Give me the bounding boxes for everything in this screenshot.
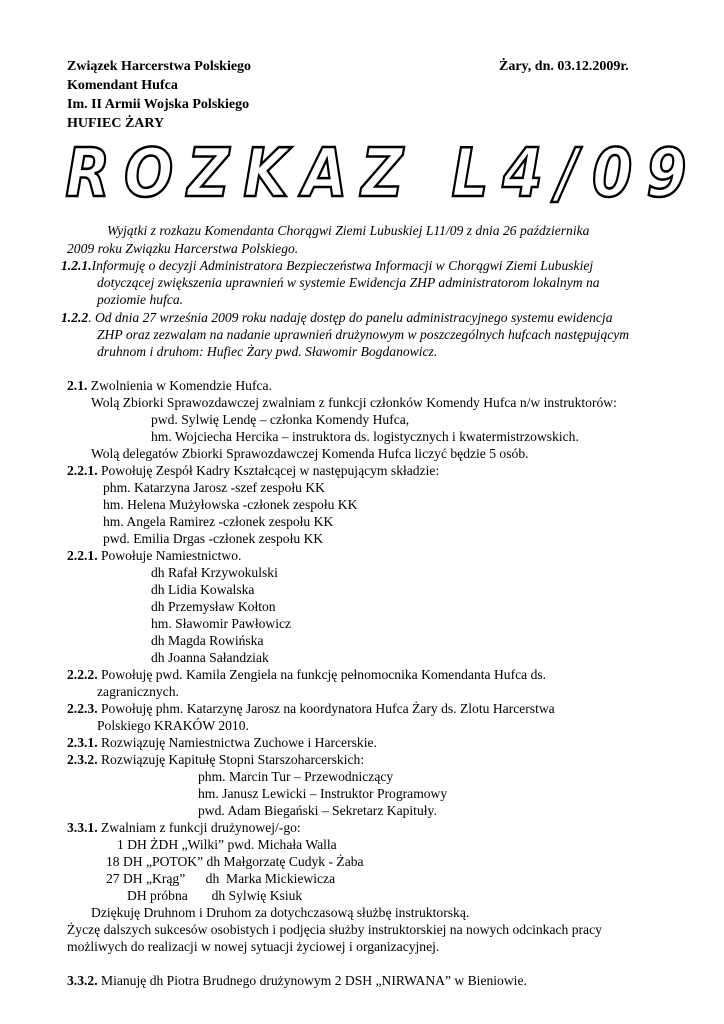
document-title — [65, 134, 701, 213]
s221a-member: pwd. Emilia Drgas -członek zespołu KK — [103, 531, 324, 546]
p122-line-2: ZHP oraz zezwalam na nadanie uprawnień drużynowym w poszczególnych hufcach następującym — [97, 327, 630, 342]
s232-member: hm. Janusz Lewicki – Instruktor Programowy — [198, 786, 448, 801]
s221b-member: dh Rafał Krzywokulski — [151, 565, 278, 580]
s223-text-1: Powołuję phm. Katarzynę Jarosz na koordynatora Hufca Żary ds. Zlotu Harcerstwa — [97, 701, 555, 716]
s332-number: 3.3.2. — [67, 973, 98, 988]
s221b-member: dh Magda Rowińska — [151, 633, 264, 648]
s232-number: 2.3.2. — [67, 752, 98, 767]
s221b-number: 2.2.1. — [67, 548, 98, 563]
s21-line-4: Wolą delegatów Zbiorki Sprawozdawczej Komenda Hufca liczyć będzie 5 osób. — [91, 446, 529, 461]
p121-line-1 — [61, 257, 593, 274]
s221a-member: hm. Angela Ramirez -członek zespołu KK — [103, 514, 334, 529]
title-text: ROZKAZ L4/09 — [65, 134, 701, 213]
s21-title: Zwolnienia w Komendzie Hufca. — [87, 378, 272, 393]
intro-line-1: Wyjątki z rozkazu Komendanta Chorągwi Ziemi Lubuskiej L11/09 z dnia 26 października — [107, 223, 590, 238]
p122-text-1: . Od dnia 27 września 2009 roku nadaję dostęp do panelu administracyjnego systemu ewidencja — [88, 310, 613, 325]
s331-row: 27 DH „Krąg” dh Marka Mickiewicza — [106, 871, 336, 886]
s221a-number: 2.2.1. — [67, 463, 98, 478]
author-role: Komendant Hufca — [67, 78, 178, 93]
s231-text: Rozwiązuję Namiestnictwa Zuchowe i Harcerskie. — [97, 735, 377, 750]
s331-thanks: Dziękuję Druhnom i Druhom za dotychczasową służbę instruktorską. — [91, 905, 470, 920]
s232-title: Rozwiązuję Kapitułę Stopni Starszoharcerskich: — [97, 752, 365, 767]
s223-line-1 — [67, 700, 555, 717]
p121-number: 1.2.1. — [61, 258, 92, 273]
s223-line-2: Polskiego KRAKÓW 2010. — [97, 718, 249, 733]
document-date: Żary, dn. 03.12.2009r. — [499, 59, 629, 74]
s331-wish-2: możliwych do realizacji w nowej sytuacji życiowej i organizacyjnej. — [67, 939, 440, 954]
s21-line-1: Wolą Zbiorki Sprawozdawczej zwalniam z funkcji członków Komendy Hufca n/w instruktorów: — [91, 395, 617, 410]
letterhead — [67, 57, 251, 133]
s222-number: 2.2.2. — [67, 667, 98, 682]
s221a-heading — [67, 462, 439, 479]
s231-line — [67, 734, 377, 751]
s331-row: DH próbna dh Sylwię Ksiuk — [127, 888, 303, 903]
s222-text-1: Powołuję pwd. Kamila Zengiela na funkcję pełnomocnika Komendanta Hufca ds. — [97, 667, 547, 682]
s331-title: Zwalniam z funkcji drużynowej/-go: — [97, 820, 301, 835]
p122-line-3: druhnom i druhom: Hufiec Żary pwd. Sławomir Bogdanowicz. — [97, 344, 438, 359]
s331-number: 3.3.1. — [67, 820, 98, 835]
s221b-member: dh Joanna Sałandziak — [151, 650, 269, 665]
s221a-title: Powołuję Zespół Kadry Kształcącej w następującym składzie: — [97, 463, 440, 478]
p121-line-2: dotyczącej zwiększenia uprawnień w systemie Ewidencja ZHP administratorom lokalnym na — [97, 275, 600, 290]
s221b-title: Powołuje Namiestnictwo. — [97, 548, 242, 563]
s221b-member: dh Przemysław Kołton — [151, 599, 276, 614]
intro-line-2: 2009 roku Związku Harcerstwa Polskiego. — [67, 241, 299, 256]
s222-line-1 — [67, 666, 546, 683]
patron-name: Im. II Armii Wojska Polskiego — [67, 97, 250, 112]
s331-heading — [67, 819, 301, 836]
s21-number: 2.1. — [67, 378, 88, 393]
s331-wish-1: Życzę dalszych sukcesów osobistych i podjęcia służby instruktorskiej na nowych odcinkach pracy — [67, 922, 602, 937]
p121-line-3: poziomie hufca. — [97, 292, 184, 307]
s231-number: 2.3.1. — [67, 735, 98, 750]
s331-row: 1 DH ŻDH „Wilki” pwd. Michała Walla — [117, 837, 337, 852]
s221a-member: phm. Katarzyna Jarosz -szef zespołu KK — [103, 480, 325, 495]
s221b-member: hm. Sławomir Pawłowicz — [151, 616, 292, 631]
s221b-member: dh Lidia Kowalska — [151, 582, 255, 597]
s232-member: phm. Marcin Tur – Przewodniczący — [198, 769, 394, 784]
s21-line-2: pwd. Sylwię Lendę – członka Komendy Hufca, — [151, 412, 410, 427]
s332-line — [67, 972, 527, 989]
unit-name: HUFIEC ŻARY — [67, 116, 165, 131]
title-outline-text — [65, 134, 701, 213]
p122-line-1 — [61, 309, 613, 326]
organization-name: Związek Harcerstwa Polskiego — [67, 59, 252, 74]
p122-number: 1.2.2 — [61, 310, 89, 325]
s221b-heading — [67, 547, 241, 564]
s331-row: 18 DH „POTOK” dh Małgorzatę Cudyk - Żaba — [106, 854, 364, 869]
s223-number: 2.2.3. — [67, 701, 98, 716]
s232-heading — [67, 751, 364, 768]
s222-line-2: zagranicznych. — [97, 684, 179, 699]
s232-member: pwd. Adam Biegański – Sekretarz Kapituły. — [198, 803, 437, 818]
s21-line-3: hm. Wojciecha Hercika – instruktora ds. logistycznych i kwatermistrzowskich. — [151, 429, 579, 444]
p121-text-1: Informuję o decyzji Administratora Bezpieczeństwa Informacji w Chorągwi Ziemi Lubuskiej — [91, 258, 594, 273]
s332-text: Mianuję dh Piotra Brudnego drużynowym 2 DSH „NIRWANA” w Bieniowie. — [97, 973, 527, 988]
s221a-member: hm. Helena Mużyłowska -członek zespołu KK — [103, 497, 358, 512]
s21-heading — [67, 377, 272, 394]
